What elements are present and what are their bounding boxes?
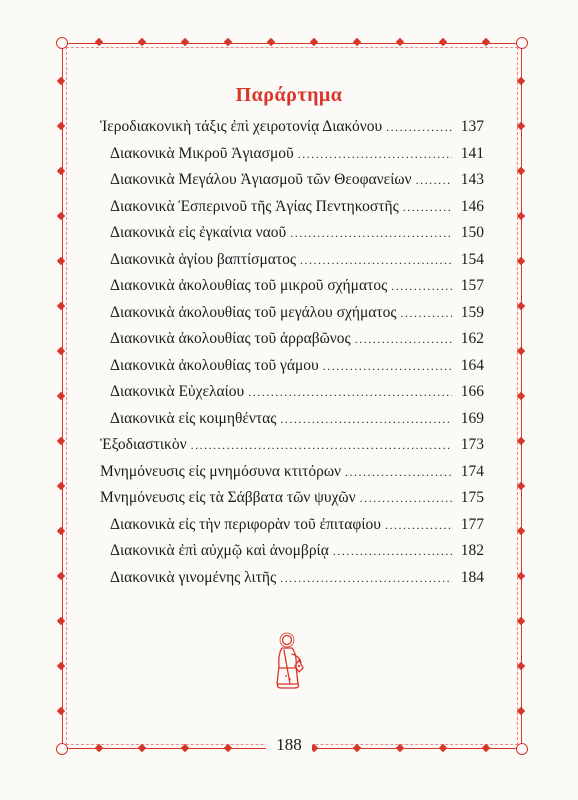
toc-entry xyxy=(100,569,484,596)
border-diamond xyxy=(517,211,525,219)
border-diamond xyxy=(57,617,65,625)
toc-entry-page: 159 xyxy=(460,303,484,321)
border-diamond xyxy=(517,392,525,400)
toc-entry-label: Διακονικὰ ἐπὶ αὐχμῷ καὶ ἀνομβρίᾳ xyxy=(110,542,329,559)
border-diamond xyxy=(517,166,525,174)
toc-entry-label: Διακονικὰ εἰς τὴν περιφορὰν τοῦ ἐπιταφίου xyxy=(110,515,381,533)
dot-leader xyxy=(403,200,452,215)
page-number: 188 xyxy=(276,735,302,754)
dot-leader xyxy=(391,279,452,294)
toc-entry-page: 143 xyxy=(460,171,484,188)
toc-entry xyxy=(100,224,484,251)
border-diamond xyxy=(57,707,65,715)
toc-entry xyxy=(100,277,484,304)
toc-entry xyxy=(100,118,484,145)
border-diamond xyxy=(395,38,403,46)
toc-entry-page: 173 xyxy=(460,436,484,453)
border-diamond xyxy=(481,38,489,46)
toc-entry-page: 166 xyxy=(460,383,484,400)
border-diamond xyxy=(94,38,102,46)
toc-entry xyxy=(100,251,484,278)
toc-entry xyxy=(100,489,484,516)
border-diamond xyxy=(223,38,231,46)
toc-entry-page: 169 xyxy=(460,409,484,427)
toc-entry xyxy=(100,516,484,543)
dot-leader xyxy=(280,571,452,586)
border-diamond xyxy=(266,38,274,46)
border-diamond xyxy=(57,527,65,535)
border-diamond xyxy=(57,302,65,310)
toc-entry xyxy=(100,330,484,357)
border-diamond xyxy=(517,527,525,535)
toc-entry xyxy=(100,145,484,172)
toc-entry-page: 182 xyxy=(460,542,484,559)
border-diamond xyxy=(57,437,65,445)
border-diamond xyxy=(57,482,65,490)
toc-entry-page: 137 xyxy=(460,118,484,135)
toc-entry-page: 184 xyxy=(460,568,484,586)
border-diamonds-left xyxy=(58,58,66,734)
toc-entry-page: 146 xyxy=(460,197,484,215)
border-diamond xyxy=(517,617,525,625)
dot-leader xyxy=(298,147,452,162)
toc-entry xyxy=(100,171,484,198)
deacon-figure-icon xyxy=(272,632,308,692)
toc-entry-label: Μνημόνευσις εἰς μνημόσυνα κτιτόρων xyxy=(100,462,342,480)
page-title: Παράρτημα xyxy=(235,84,343,107)
toc-entry-page: 162 xyxy=(460,330,484,347)
border-diamond xyxy=(57,211,65,219)
dot-leader xyxy=(323,359,452,374)
dot-leader xyxy=(345,465,452,480)
toc-entry-label: Διακονικὰ ἀκολουθίας τοῦ γάμου xyxy=(110,356,319,374)
toc-entry-label: Διακονικὰ ἀκολουθίας τοῦ ἀρραβῶνος xyxy=(110,330,351,347)
border-diamond xyxy=(517,482,525,490)
border-diamond xyxy=(517,572,525,580)
table-of-contents xyxy=(100,118,484,595)
toc-entry xyxy=(100,542,484,569)
border-diamond xyxy=(57,166,65,174)
toc-entry-label: Διακονικὰ εἰς κοιμηθέντας xyxy=(110,409,277,427)
dot-leader xyxy=(280,412,452,427)
border-diamond xyxy=(517,347,525,355)
border-diamond xyxy=(57,572,65,580)
toc-entry xyxy=(100,357,484,384)
border-diamond xyxy=(57,257,65,265)
toc-entry-page: 154 xyxy=(460,250,484,268)
toc-entry-page: 174 xyxy=(460,462,484,480)
border-diamond xyxy=(517,707,525,715)
border-diamond xyxy=(517,302,525,310)
toc-entry-label: Μνημόνευσις εἰς τὰ Σάββατα τῶν ψυχῶν xyxy=(100,489,356,506)
toc-entry-label: Διακονικὰ ἁγίου βαπτίσματος xyxy=(110,250,297,268)
toc-entry-label: Ἱεροδιακονικὴ τάξις ἐπὶ χειροτονίᾳ Διακόνου xyxy=(100,118,383,135)
dot-leader xyxy=(333,544,452,559)
border-diamond xyxy=(438,38,446,46)
toc-entry-page: 141 xyxy=(460,144,484,162)
toc-entry-page: 150 xyxy=(460,224,484,241)
dot-leader xyxy=(360,491,452,506)
dot-leader xyxy=(355,332,452,347)
toc-entry xyxy=(100,383,484,410)
toc-entry-label: Διακονικὰ Εὐχελαίου xyxy=(110,383,245,400)
toc-entry xyxy=(100,304,484,331)
dot-leader xyxy=(290,226,452,241)
corner-ornament xyxy=(516,37,528,49)
toc-entry xyxy=(100,410,484,437)
toc-entry-page: 164 xyxy=(460,356,484,374)
border-diamond xyxy=(137,38,145,46)
border-diamond xyxy=(180,38,188,46)
toc-entry xyxy=(100,198,484,225)
corner-ornament xyxy=(56,37,68,49)
toc-entry-page: 175 xyxy=(460,489,484,506)
border-diamond xyxy=(57,662,65,670)
border-diamonds-right xyxy=(518,58,526,734)
toc-entry-page: 157 xyxy=(460,277,484,294)
border-diamond xyxy=(309,38,317,46)
border-diamond xyxy=(517,257,525,265)
toc-entry-label: Διακονικὰ ἀκολουθίας τοῦ μεγάλου σχήματος xyxy=(110,303,397,321)
border-diamond xyxy=(352,38,360,46)
dot-leader xyxy=(248,385,452,400)
toc-entry-label: Διακονικὰ Ἑσπερινοῦ τῆς Ἁγίας Πεντηκοστῆς xyxy=(110,197,399,215)
border-diamonds-top xyxy=(77,39,507,47)
border-diamond xyxy=(517,662,525,670)
dot-leader xyxy=(300,253,452,268)
border-diamond xyxy=(57,121,65,129)
dot-leader xyxy=(385,518,452,533)
border-diamond xyxy=(57,392,65,400)
toc-entry xyxy=(100,463,484,490)
dot-leader xyxy=(401,306,453,321)
toc-entry-label: Διακονικὰ εἰς ἐγκαίνια ναοῦ xyxy=(110,224,287,241)
toc-entry-label: Διακονικὰ Μεγάλου Ἁγιασμοῦ τῶν Θεοφανείων xyxy=(110,171,412,188)
toc-entry xyxy=(100,436,484,463)
toc-entry-label: Διακονικὰ ἀκολουθίας τοῦ μικροῦ σχήματος xyxy=(110,277,388,294)
toc-entry-label: Διακονικὰ γινομένης λιτῆς xyxy=(110,568,277,586)
toc-entry-label: Ἐξοδιαστικὸν xyxy=(100,436,187,453)
dot-leader xyxy=(191,438,452,453)
dot-leader xyxy=(416,173,452,188)
border-diamond xyxy=(517,437,525,445)
toc-entry-page: 177 xyxy=(460,515,484,533)
dot-leader xyxy=(386,120,452,135)
border-diamond xyxy=(57,347,65,355)
toc-entry-label: Διακονικὰ Μικροῦ Ἁγιασμοῦ xyxy=(110,144,294,162)
border-diamond xyxy=(517,121,525,129)
